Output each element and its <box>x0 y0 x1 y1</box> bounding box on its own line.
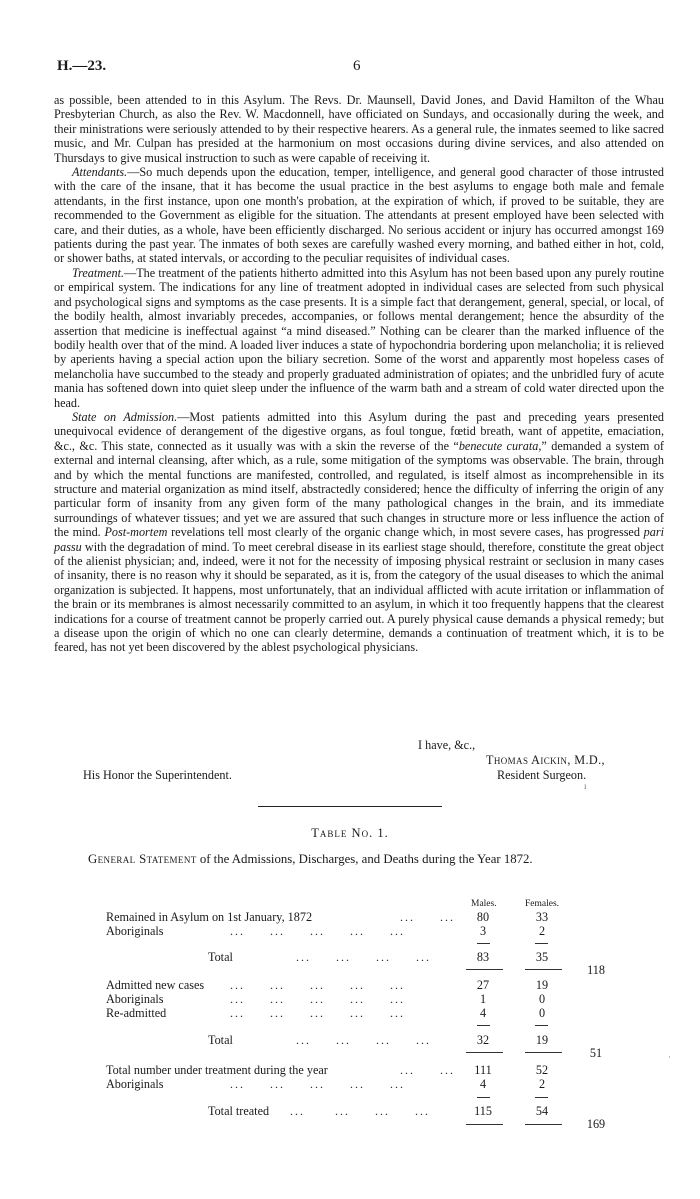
heading-state-on-admission: State on Admission. <box>72 409 178 424</box>
leader-dots: ... ... ... ... <box>296 1033 431 1047</box>
caption-smallcaps: General Statement <box>88 852 197 866</box>
row-label-total: Total <box>208 1033 233 1047</box>
cell-admitted-females: 19 <box>535 978 549 992</box>
signatory-name: Thomas Aickin, M.D., <box>486 753 605 767</box>
cell-total-females: 35 <box>535 950 549 964</box>
text-admission-a: —Most patients admitted into this Asylum during the past and preceding years presented unequivocal evidence of derangement of the digestive organs, as foul tongue, fœtid breath, want of appetite, emaciation, &c., &c. This state, connected as it usually was with a skin the reverse of the “ <box>54 409 664 453</box>
cell-aboriginals-females: 2 <box>538 1077 546 1091</box>
section-divider <box>258 806 442 807</box>
total-rule <box>525 1124 562 1125</box>
row-label-under-treatment: Total number under treatment during the year <box>106 1063 328 1077</box>
leader-dots: ... ... ... ... ... <box>230 992 405 1006</box>
total-rule <box>525 969 562 970</box>
cell-under-treatment-females: 52 <box>535 1063 549 1077</box>
leader-dots: ... ... ... ... ... <box>230 1077 405 1091</box>
total-rule <box>525 1052 562 1053</box>
leader-dots: ... ... ... ... <box>290 1104 430 1118</box>
closing-line: I have, &c., <box>418 738 476 752</box>
cell-remained-males: 80 <box>476 910 490 924</box>
cell-under-treatment-males: 111 <box>474 1063 492 1077</box>
row-label-remained: Remained in Asylum on 1st January, 1872 <box>106 910 313 924</box>
latin-phrase: benecute curata <box>458 438 539 453</box>
row-label-total-treated: Total treated <box>208 1104 270 1118</box>
cell-aboriginals-males: 3 <box>479 924 487 938</box>
total-rule <box>466 969 503 970</box>
cell-treated-males: 115 <box>474 1104 492 1118</box>
paragraph-services: as possible, been attended to in this Asylum. The Revs. Dr. Maunsell, David Jones, and David Hamilton of the Whau Presbyterian Church, as also the Rev. W. Macdonnell, have officiated on Sundays, and occasionally during the week, and their ministrations were seriously attended to by their respective hearers. As a general rule, the inmates seemed to like sacred music, and Mr. Culpan has presided at the harmonium on most occasions during divine services, and also attended on Thursdays to give musical instruction to such as were capable of receiving it. <box>54 93 664 165</box>
text-admission-b: ,” demanded a system of external and internal cleansing, after which, as a rule, some mitigation of the symptoms was observable. The brain, through and by which the mental functions are manifested, controlled, and regulated, is itself almost as incomprehensible in its structure and material organization as mind itself, abstractedly considered; hence the difficulty of inferring the origin of any particular form of insanity from any given form of the many pathological changes in the brain, and its immediate surroundings of whatever tissues; and yet we are assured that such changes in structure more or less influence the action of the mind. <box>54 438 664 540</box>
cell-readmitted-females: 0 <box>538 1006 546 1020</box>
row-label-readmitted: Re-admitted <box>106 1006 167 1020</box>
leader-dots: ... ... ... ... ... <box>230 924 405 938</box>
cell-total-males: 83 <box>476 950 490 964</box>
cell-total-sum: 51 <box>589 1046 603 1060</box>
leader-dots: ... ... ... ... <box>296 950 431 964</box>
cell-aboriginals-males: 4 <box>479 1077 487 1091</box>
row-label-total: Total <box>208 950 233 964</box>
leader-dots: ... ... <box>400 910 455 924</box>
cell-treated-sum: 169 <box>586 1117 606 1131</box>
row-label-admitted: Admitted new cases <box>106 978 205 992</box>
row-label-aboriginals: Aboriginals <box>106 992 164 1006</box>
pari-passu-term: pari passu <box>54 525 664 554</box>
page-number: 6 <box>353 58 361 74</box>
leader-dots: ... ... ... ... ... <box>230 978 405 992</box>
cell-total-sum: 118 <box>587 963 605 977</box>
cell-aboriginals-females: 0 <box>538 992 546 1006</box>
leader-dots: ... ... ... ... ... <box>230 1006 405 1020</box>
paragraph-state-on-admission <box>54 410 664 655</box>
cell-treated-females: 54 <box>535 1104 549 1118</box>
sum-rule <box>477 943 490 944</box>
text-attendants: —So much depends upon the education, temper, intelligence, and general good character of those intrusted with the care of the insane, that it has become the usual practice in the best asylums to engage both male and female attendants, in the first instance, upon one month's probation, at the expiration of which, if proved to be suitable, they are recommended to the Government as eligible for the situation. The attendants at present employed have been selected with care, and their duties, as a whole, have been efficiently discharged. No serious accident or injury has occurred amongst 169 patients during the past year. The inmates of both sexes are carefully washed every morning, and bathed either in hot, cold, or shower baths, at stated intervals, or according to the peculiar requisites of individual cases. <box>54 165 664 266</box>
table-caption <box>88 852 533 867</box>
sum-rule <box>535 943 548 944</box>
total-rule <box>466 1052 503 1053</box>
cell-admitted-males: 27 <box>476 978 490 992</box>
sum-rule <box>477 1025 490 1026</box>
column-header-females: Females. <box>525 899 560 909</box>
heading-attendants: Attendants. <box>72 165 128 180</box>
paragraph-attendants <box>54 165 664 266</box>
post-mortem-term: Post-mortem <box>104 525 168 540</box>
caption-text: of the Admissions, Discharges, and Deaths during the Year 1872. <box>196 852 533 866</box>
column-header-males: Males. <box>471 899 497 909</box>
cell-total-females: 19 <box>535 1033 549 1047</box>
table-number: Table No. 1. <box>311 826 389 840</box>
page-speck: · <box>668 1052 671 1062</box>
text-admission-d: with the degradation of mind. To meet cerebral disease in its earliest stage should, therefore, constitute the great object of the alienist physician; and, indeed, were it not for the necessity of imposing physical restraint or seclusion in many cases of insanity, there is no reason why it should be separated, as it is, from the category of the usual diseases to which the animal organization is subjected. It happens, most unfortunately, that an individual afflicted with acute irritation or inflammation of the brain or its membranes is almost necessarily committed to an asylum, in which it too frequently happens that the clearest indications for a course of treatment cannot be properly carried out. A purely physical cause demands a physical remedy; but a disease upon the origin of which no one can clearly determine, demands a continuation of treatment which, it is to be feared, has not yet been discovered by the ablest psychological physicians. <box>54 539 664 655</box>
cell-total-males: 32 <box>476 1033 490 1047</box>
cell-readmitted-males: 4 <box>479 1006 487 1020</box>
leader-dots: ... ... <box>400 1063 455 1077</box>
text-treatment: —The treatment of the patients hitherto admitted into this Asylum has not been based upon any purely routine or empirical system. The indications for any line of treatment adopted in individual cases are selected from such physical and psychological signs and symptoms as the case presents. It is a simple fact that derangement, general, special, or local, of the bodily health, almost invariably precedes, accompanies, or follows mental derangement; hence the absurdity of the assertion that medicine is ineffectual against “a mind diseased.” Nothing can be clearer than the marked influence of the bodily health over that of the mind. A loaded liver induces a state of hypochondria bordering upon melancholia; it is relieved by aperients having a special action upon the biliary secretion. Some of the worst and apparently most hopeless cases of melancholia have succumbed to the steady and properly graduated administration of opiates; and the unbridled fury of acute mania has softened down into quiet sleep under the influence of the warm bath and a stream of cold water directed upon the head. <box>54 265 664 410</box>
sum-rule <box>535 1097 548 1098</box>
paragraph-treatment <box>54 266 664 410</box>
heading-treatment: Treatment. <box>72 265 125 280</box>
text-admission-c: revelations tell most clearly of the organic change which, in most severe cases, has progressed <box>167 525 644 540</box>
addressee: His Honor the Superintendent. <box>83 768 232 782</box>
cell-aboriginals-females: 2 <box>538 924 546 938</box>
cell-remained-females: 33 <box>535 910 549 924</box>
report-body <box>54 93 664 655</box>
sum-rule <box>535 1025 548 1026</box>
cell-aboriginals-males: 1 <box>479 992 487 1006</box>
page-speck: ı <box>584 781 587 791</box>
row-label-aboriginals: Aboriginals <box>106 1077 164 1091</box>
total-rule <box>466 1124 503 1125</box>
report-reference: H.—23. <box>57 58 107 74</box>
signatory-title: Resident Surgeon. <box>497 768 587 782</box>
sum-rule <box>477 1097 490 1098</box>
row-label-aboriginals: Aboriginals <box>106 924 164 938</box>
